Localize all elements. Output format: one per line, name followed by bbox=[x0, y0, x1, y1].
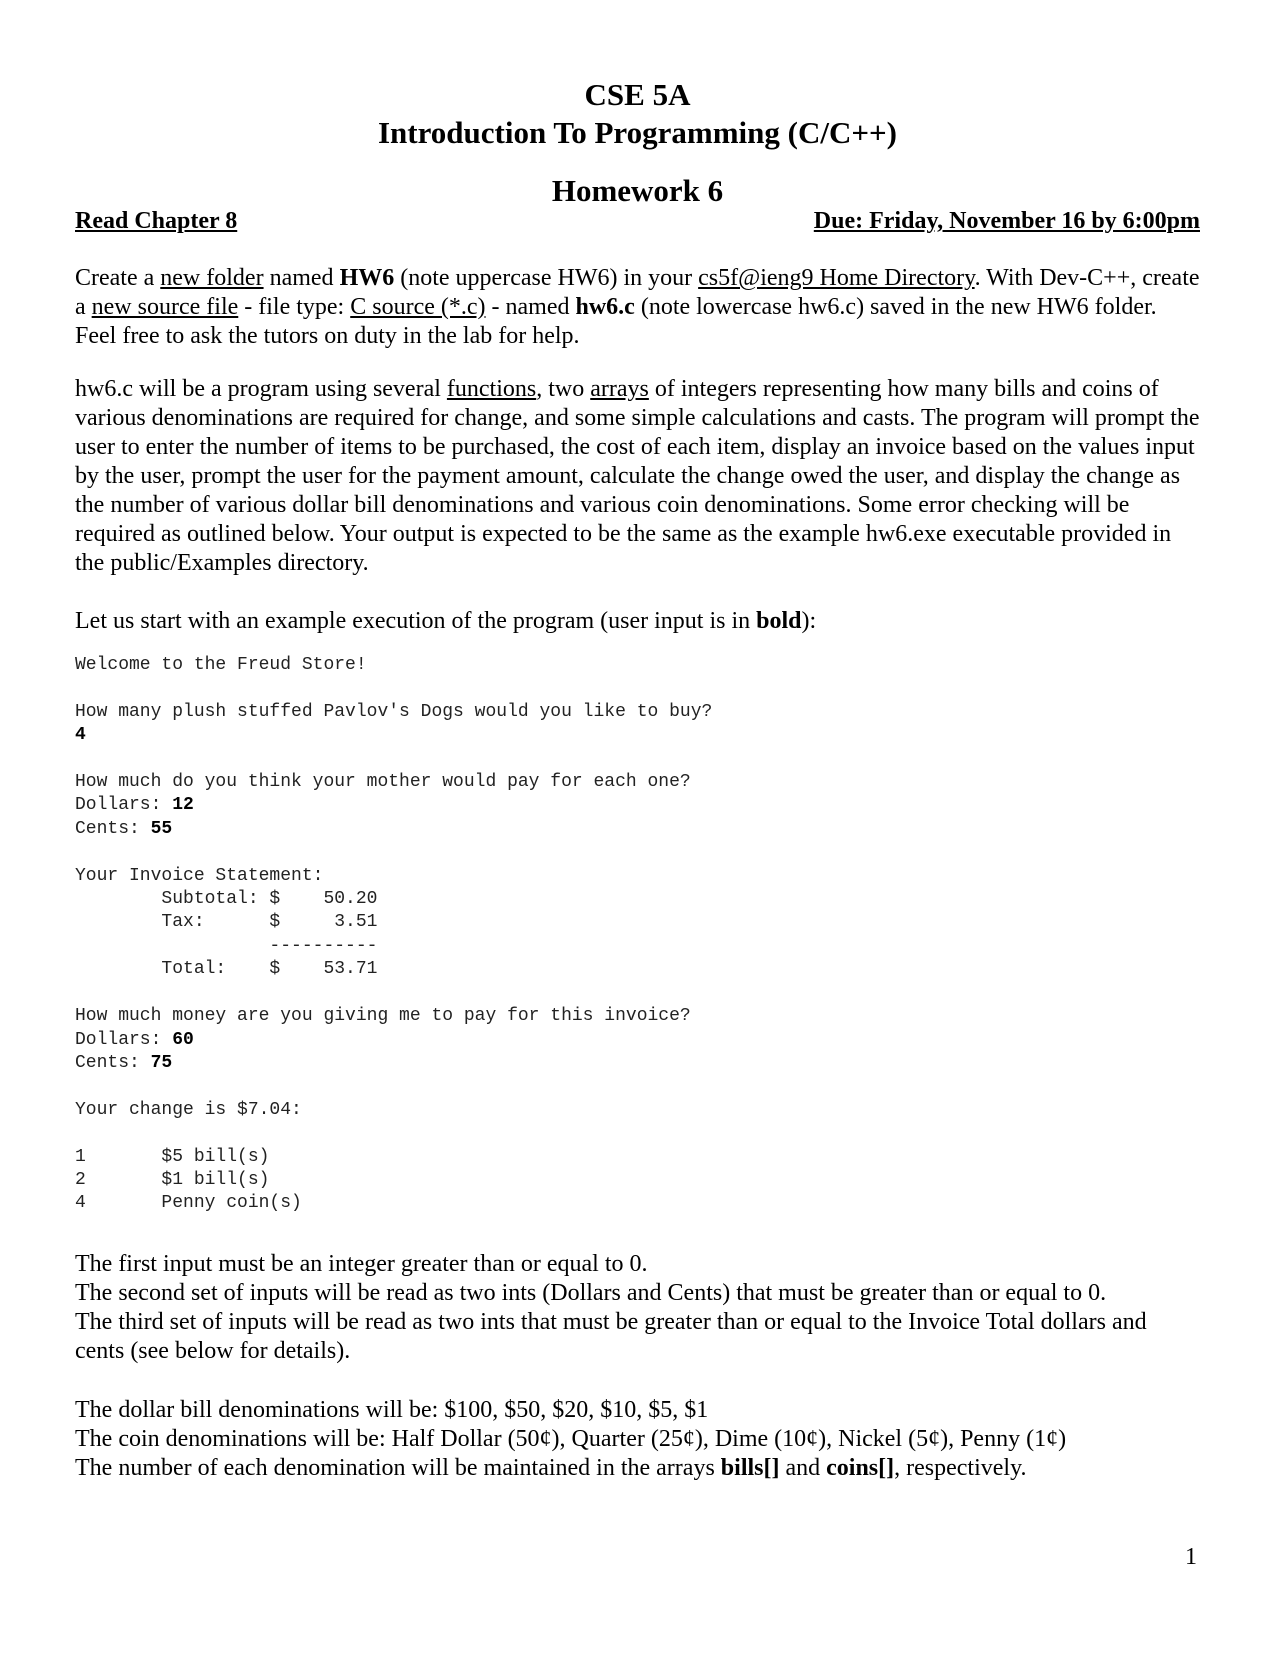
invoice-header: Your Invoice Statement: bbox=[75, 865, 324, 886]
hw6-folder-name: HW6 bbox=[339, 265, 395, 291]
description-paragraph bbox=[75, 375, 1200, 578]
course-title: Introduction To Programming (C/C++) bbox=[377, 115, 898, 150]
new-source-file-term: new source file bbox=[91, 294, 239, 320]
text: The number of each denomination will be maintained in the arrays bbox=[75, 1455, 721, 1481]
text: named bbox=[263, 265, 340, 291]
total-line: Total: $ 53.71 bbox=[75, 959, 378, 980]
change-line: 4 Penny coin(s) bbox=[75, 1193, 302, 1214]
text: Create a bbox=[75, 265, 161, 291]
new-folder-term: new folder bbox=[160, 265, 264, 291]
bills-array: bills[] bbox=[720, 1455, 780, 1481]
course-code: CSE 5A bbox=[584, 77, 691, 112]
c-source-term: C source (*.c) bbox=[350, 294, 486, 320]
page-number: 1 bbox=[1185, 1544, 1197, 1570]
due-date: Due: Friday, November 16 by 6:00pm bbox=[813, 208, 1200, 234]
dollars-label: Dollars: bbox=[75, 795, 173, 816]
text: Let us start with an example execution of the program (user input is in bbox=[75, 608, 757, 634]
bold-word: bold bbox=[756, 608, 802, 634]
change-header: Your change is $7.04: bbox=[75, 1099, 302, 1120]
quantity-prompt: How many plush stuffed Pavlov's Dogs would you like to buy? bbox=[75, 701, 713, 722]
arrays-note bbox=[75, 1454, 1200, 1483]
text: (note uppercase HW6) in your bbox=[394, 265, 699, 291]
tax-line: Tax: $ 3.51 bbox=[75, 912, 378, 933]
welcome-line: Welcome to the Freud Store! bbox=[75, 655, 367, 675]
pay-cents-input: 75 bbox=[150, 1052, 173, 1073]
home-directory-term: cs5f@ieng9 Home Directory bbox=[698, 265, 975, 291]
coin-denominations: The coin denominations will be: Half Dollar (50¢), Quarter (25¢), Dime (10¢), Nickel (5¢), Penny (1¢) bbox=[75, 1426, 1067, 1452]
rule-1: The first input must be an integer greater than or equal to 0. bbox=[75, 1251, 648, 1277]
bill-denominations: The dollar bill denominations will be: $100, $50, $20, $10, $5, $1 bbox=[75, 1397, 709, 1423]
price-dollars-input: 12 bbox=[172, 795, 194, 816]
text: (note lowercase hw6.c) saved in the new HW6 folder. Feel free to ask the tutors on duty in the lab for help. bbox=[75, 294, 1157, 349]
text: - named bbox=[485, 294, 576, 320]
text: , two bbox=[536, 376, 591, 402]
rule-3: The third set of inputs will be read as two ints that must be greater than or equal to the Invoice Total dollars and cents (see below for details). bbox=[75, 1309, 1147, 1364]
functions-term: functions bbox=[446, 376, 537, 402]
arrays-term: arrays bbox=[590, 376, 649, 402]
subtotal-line: Subtotal: $ 50.20 bbox=[75, 889, 378, 910]
cents-label: Cents: bbox=[75, 818, 151, 839]
denominations bbox=[75, 1396, 1200, 1483]
price-cents-input: 55 bbox=[150, 818, 173, 839]
payment-prompt: How much money are you giving me to pay for this invoice? bbox=[75, 1006, 691, 1027]
pay-dollars-input: 60 bbox=[172, 1029, 194, 1050]
text: hw6.c will be a program using several bbox=[75, 376, 447, 402]
rule-2: The second set of inputs will be read as two ints (Dollars and Cents) that must be greater than or equal to 0. bbox=[75, 1280, 1107, 1306]
cents-label: Cents: bbox=[75, 1052, 151, 1073]
example-intro bbox=[75, 607, 1200, 636]
text: - file type: bbox=[238, 294, 351, 320]
price-prompt: How much do you think your mother would pay for each one? bbox=[75, 772, 691, 793]
example-output bbox=[75, 654, 712, 1216]
coins-array: coins[] bbox=[826, 1455, 895, 1481]
change-line: 2 $1 bill(s) bbox=[75, 1169, 270, 1190]
text: , respectively. bbox=[894, 1455, 1027, 1481]
assignment-title: Homework 6 bbox=[551, 173, 724, 208]
text: and bbox=[779, 1455, 827, 1481]
intro-paragraph bbox=[75, 264, 1200, 351]
text: of integers representing how many bills and coins of various denominations are required for change, and some simple calculations and casts. The program will prompt the user to enter the number of items to be purchased, the cost of each item, display an invoice based on the values input by the user, prompt the user for the payment amount, calculate the change owed the user, and display the change as the number of various dollar bill denominations and various coin denominations. Some error checking will be required as outlined below. Your output is expected to be the same as the example hw6.exe executable provided in the public/Examples directory. bbox=[75, 376, 1200, 576]
dollars-label: Dollars: bbox=[75, 1029, 173, 1050]
reading-note: Read Chapter 8 bbox=[75, 208, 238, 234]
text: ): bbox=[801, 608, 817, 634]
input-rules bbox=[75, 1250, 1200, 1366]
rule-line: ---------- bbox=[75, 935, 378, 956]
quantity-input: 4 bbox=[75, 725, 86, 746]
hw6c-file-name: hw6.c bbox=[575, 294, 635, 320]
text: . With Dev-C++, create a bbox=[75, 265, 1200, 320]
change-line: 1 $5 bill(s) bbox=[75, 1146, 270, 1167]
